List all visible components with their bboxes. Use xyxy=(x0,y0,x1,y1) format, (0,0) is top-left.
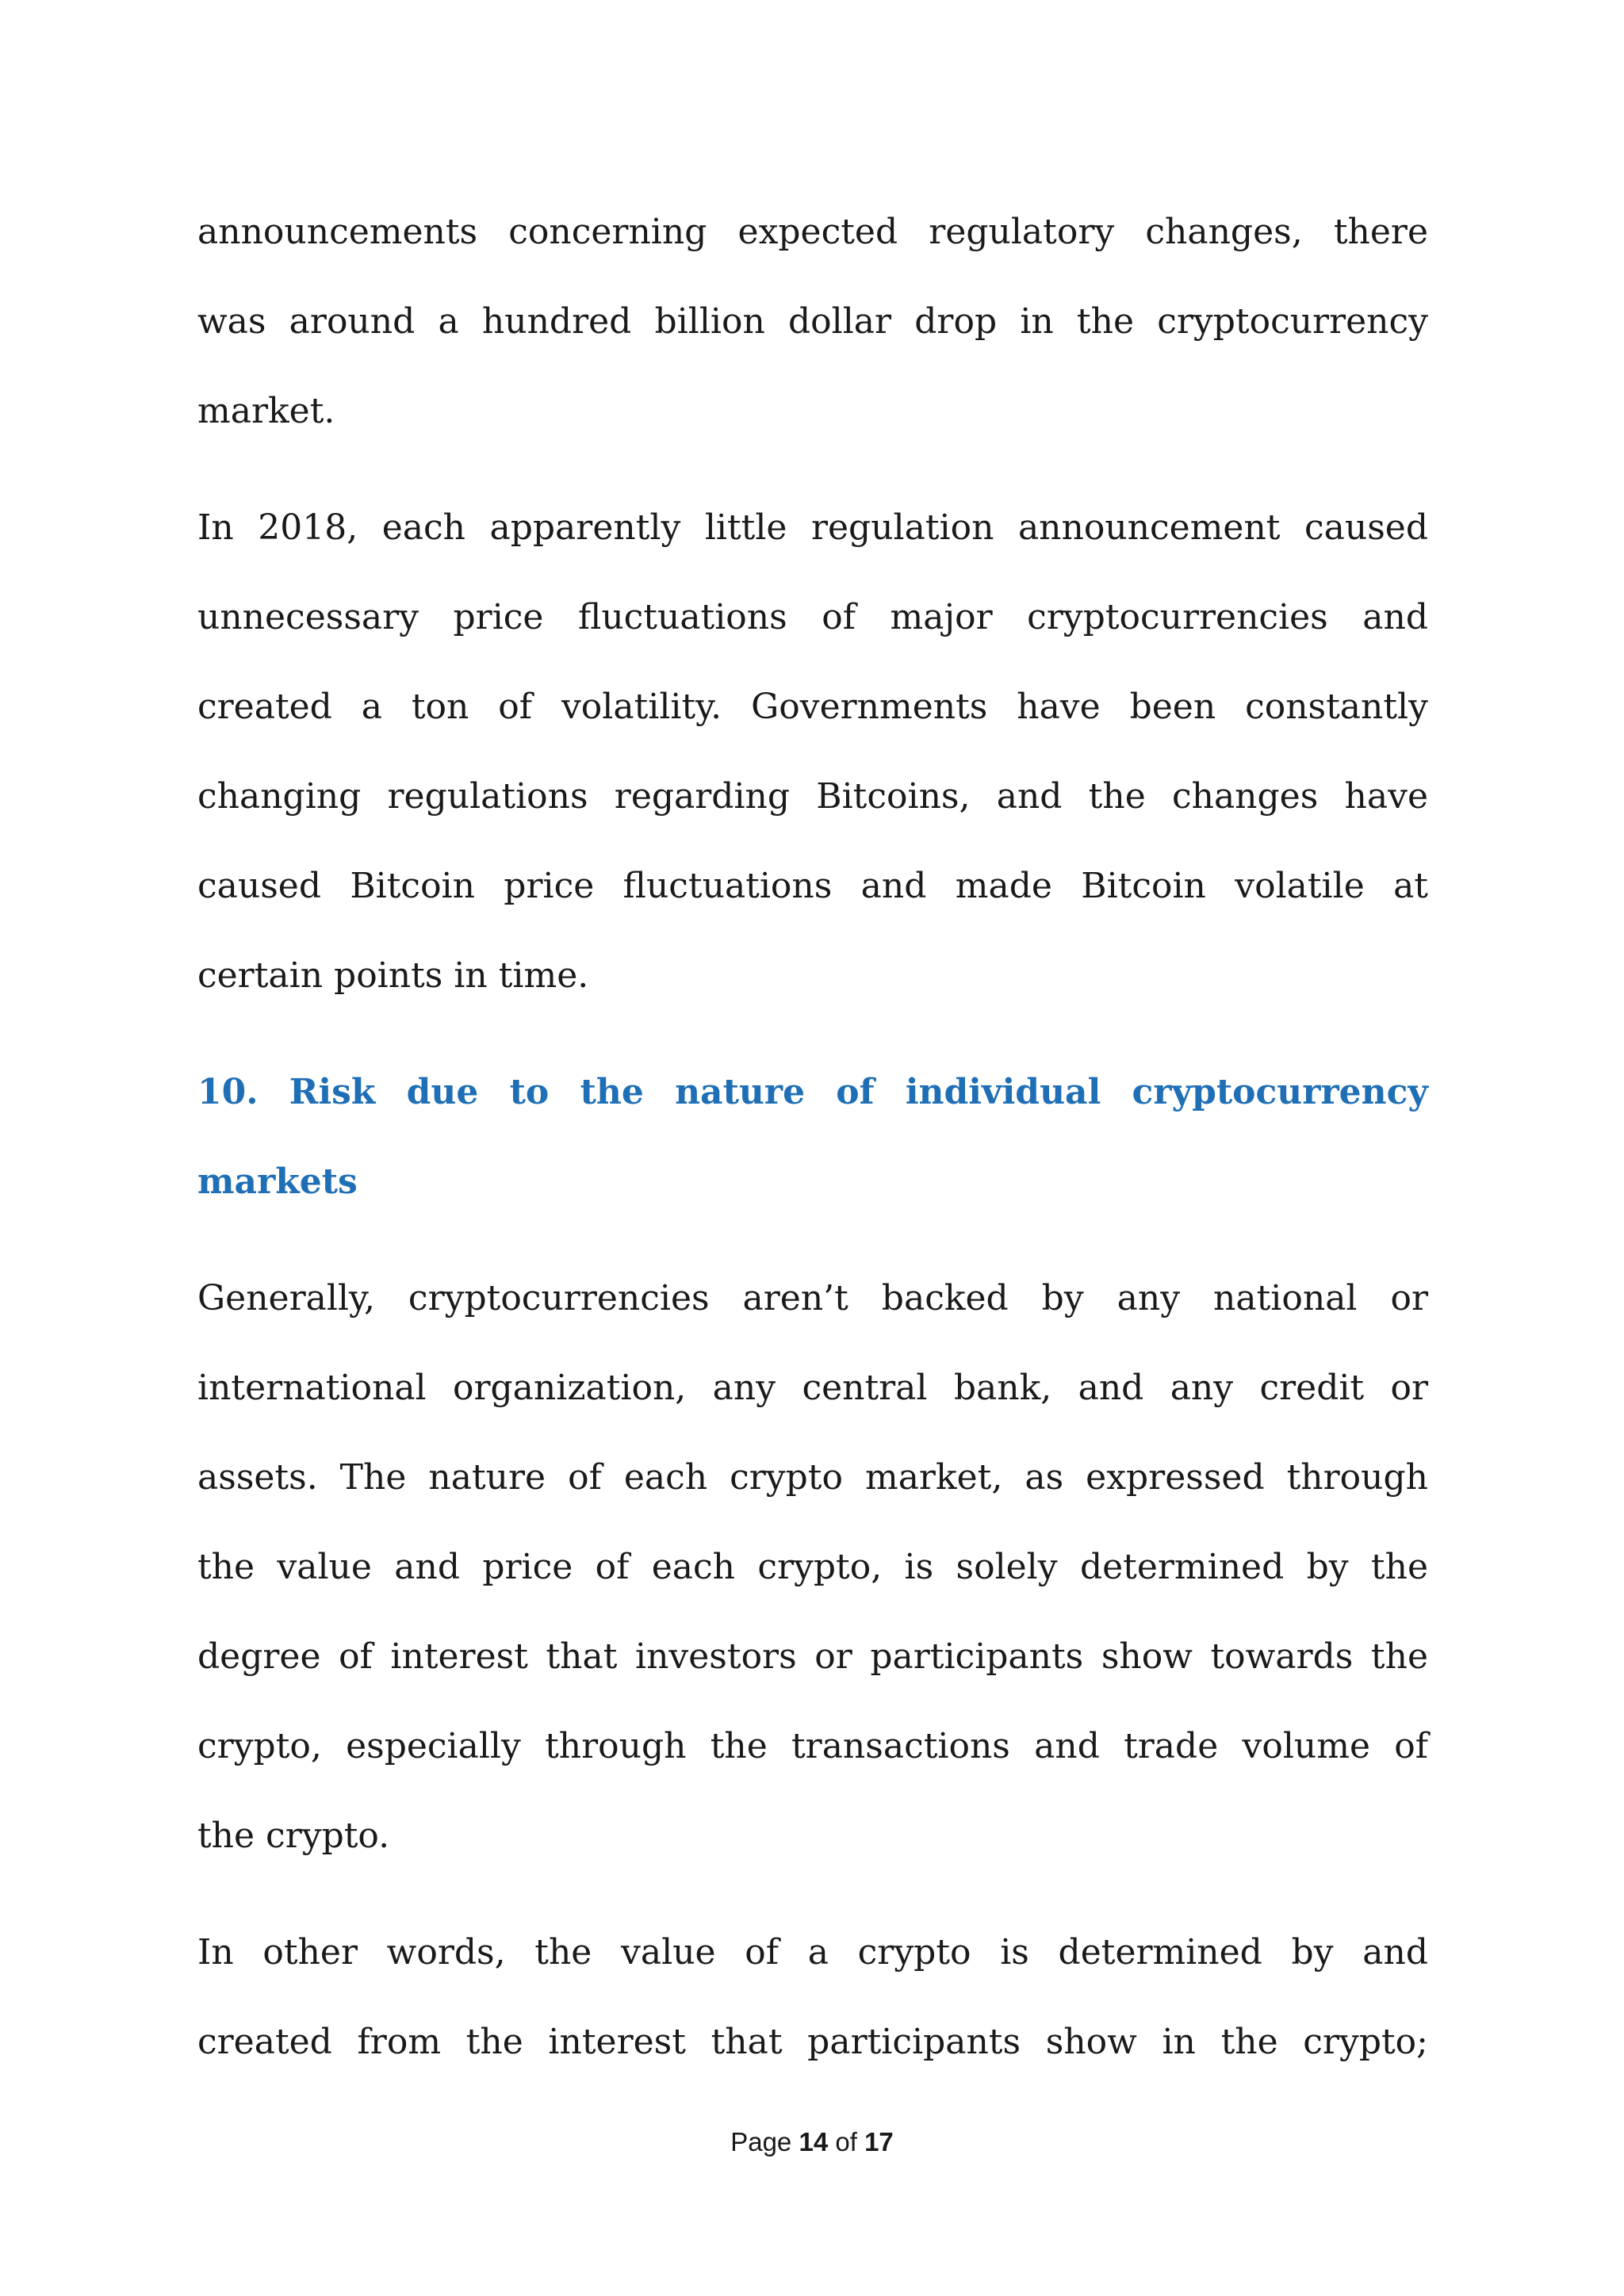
paragraph-gap xyxy=(197,1226,1428,1253)
text-line: announcements concerning expected regulatory changes, there xyxy=(197,212,1428,252)
text-line: unnecessary price fluctuations of major cryptocurrencies and xyxy=(197,597,1428,637)
text-line: certain points in time. xyxy=(197,955,589,996)
text-line: the value and price of each crypto, is solely determined by the xyxy=(197,1547,1428,1587)
text-line: changing regulations regarding Bitcoins, and the changes have xyxy=(197,776,1428,817)
of-label: of xyxy=(835,2127,857,2156)
text-line: In other words, the value of a crypto is determined by and xyxy=(197,1932,1428,1973)
paragraph-gap xyxy=(197,1881,1428,1908)
page-content xyxy=(197,187,1428,2087)
current-page-number: 14 xyxy=(799,2127,829,2156)
text-line: the crypto. xyxy=(197,1816,390,1856)
paragraph-3 xyxy=(197,1253,1428,1881)
text-line: market. xyxy=(197,391,335,431)
paragraph-gap xyxy=(197,1020,1428,1047)
heading-line: 10. Risk due to the nature of individual cryptocurrency xyxy=(197,1072,1428,1112)
total-pages-number: 17 xyxy=(864,2127,894,2156)
page-label: Page xyxy=(730,2127,792,2156)
text-line: Generally, cryptocurrencies aren’t backed by any national or xyxy=(197,1278,1428,1318)
paragraph-gap xyxy=(197,456,1428,483)
text-line: assets. The nature of each crypto market, as expressed through xyxy=(197,1457,1428,1498)
page-footer xyxy=(0,2127,1624,2157)
text-line: international organization, any central bank, and any credit or xyxy=(197,1368,1428,1408)
text-line: created from the interest that participants show in the crypto; xyxy=(197,2022,1428,2062)
text-line: degree of interest that investors or participants show towards the xyxy=(197,1636,1428,1677)
section-heading xyxy=(197,1047,1428,1226)
heading-line: markets xyxy=(197,1161,358,1202)
paragraph-2 xyxy=(197,483,1428,1020)
text-line: crypto, especially through the transactions and trade volume of xyxy=(197,1726,1428,1766)
text-line: created a ton of volatility. Governments have been constantly xyxy=(197,687,1428,727)
paragraph-4 xyxy=(197,1908,1428,2087)
paragraph-1 xyxy=(197,187,1428,456)
text-line: In 2018, each apparently little regulation announcement caused xyxy=(197,507,1428,548)
text-line: was around a hundred billion dollar drop in the cryptocurrency xyxy=(197,301,1428,342)
text-line: caused Bitcoin price fluctuations and made Bitcoin volatile at xyxy=(197,866,1428,906)
